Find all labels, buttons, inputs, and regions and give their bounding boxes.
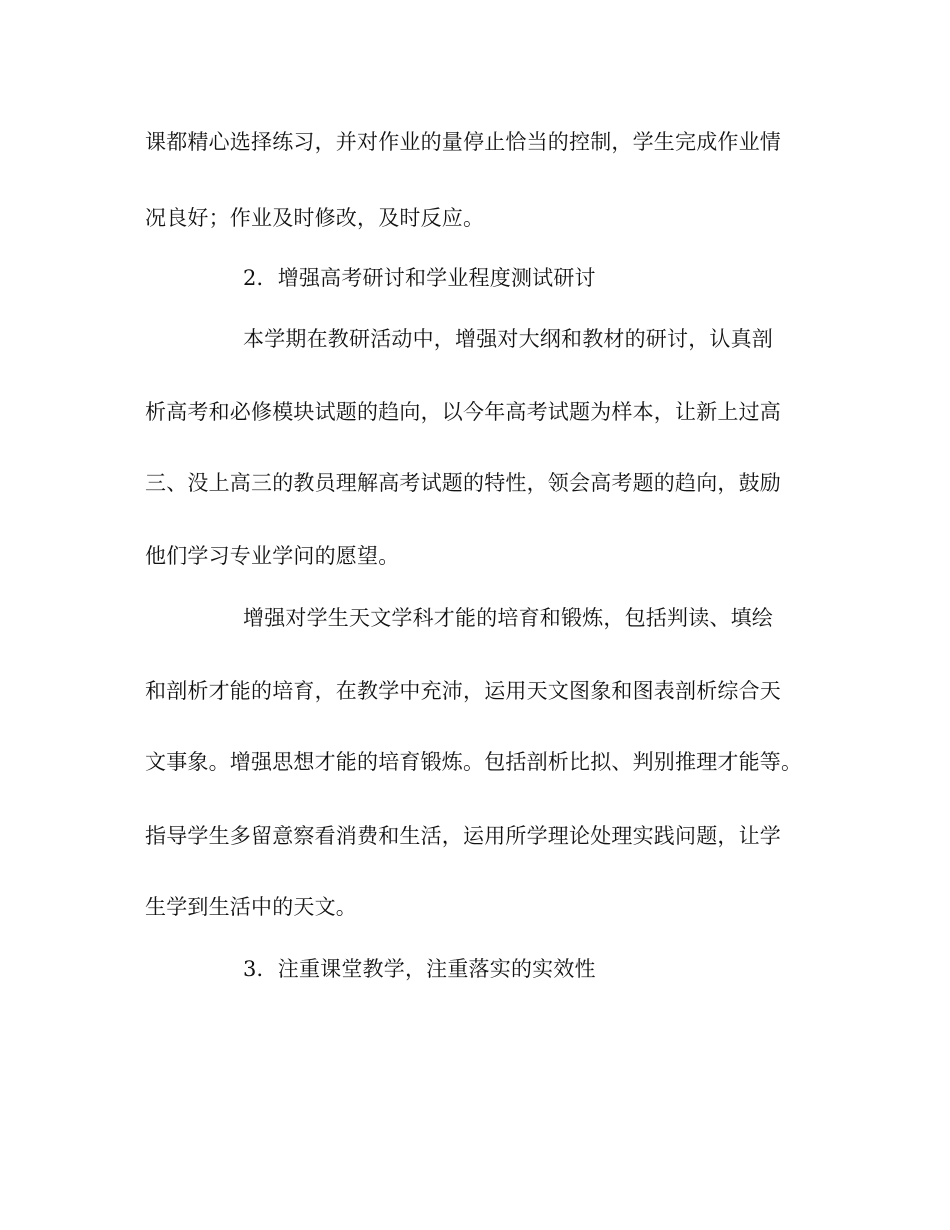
text-line: 他们学习专业学问的愿望。 xyxy=(145,544,400,568)
text-line: 和剖析才能的培育，在教学中充沛，运用天文图象和图表剖析综合天 xyxy=(145,679,781,703)
section-heading: 3．注重课堂教学，注重落实的实效性 xyxy=(243,957,596,981)
text-line: 增强对学生天文学科才能的培育和锻炼，包括判读、填绘 xyxy=(243,606,773,630)
text-line: 析高考和必修模块试题的趋向，以今年高考试题为样本，让新上过高 xyxy=(145,400,781,424)
text-line: 况良好；作业及时修改，及时反应。 xyxy=(145,206,485,230)
text-line: 指导学生多留意察看消费和生活，运用所学理论处理实践问题，让学 xyxy=(145,824,781,848)
text-line: 三、没上高三的教员理解高考试题的特性，领会高考题的趋向，鼓励 xyxy=(145,471,781,495)
text-line: 课都精心选择练习，并对作业的量停止恰当的控制，学生完成作业情 xyxy=(145,130,781,154)
section-heading: 2．增强高考研讨和学业程度测试研讨 xyxy=(243,266,596,290)
text-line: 生学到生活中的天文。 xyxy=(145,895,357,919)
text-line: 本学期在教研活动中，增强对大纲和教材的研讨，认真剖 xyxy=(243,327,773,351)
text-line: 文事象。增强思想才能的培育锻炼。包括剖析比拟、判别推理才能等。 xyxy=(145,750,803,774)
